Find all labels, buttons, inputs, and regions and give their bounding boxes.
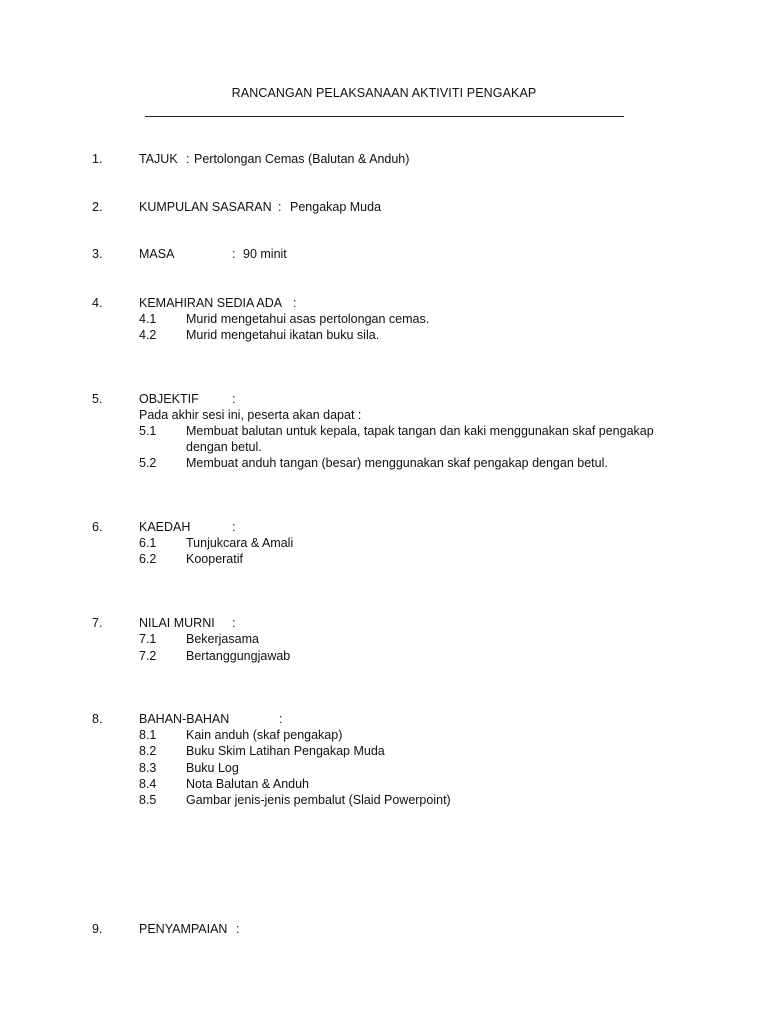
item-number: 3. bbox=[92, 247, 103, 261]
sub-item-text: Membuat anduh tangan (besar) menggunakan skaf pengakap dengan betul. bbox=[186, 456, 608, 470]
item-number: 7. bbox=[92, 616, 103, 630]
item-separator: : bbox=[232, 616, 236, 630]
sub-item-text: Buku Log bbox=[186, 761, 239, 775]
item-value-kumpulan-sasaran: Pengakap Muda bbox=[290, 200, 382, 214]
item-label-penyampaian: PENYAMPAIAN bbox=[139, 922, 228, 936]
item-number: 5. bbox=[92, 392, 103, 406]
objective-intro: Pada akhir sesi ini, peserta akan dapat : bbox=[139, 408, 362, 422]
item-label-kumpulan-sasaran: KUMPULAN SASARAN bbox=[139, 200, 272, 214]
sub-item-number: 7.1 bbox=[139, 632, 157, 646]
sub-item-number: 8.5 bbox=[139, 793, 157, 807]
item-label-masa: MASA bbox=[139, 247, 175, 261]
item-label-objektif: OBJEKTIF bbox=[139, 392, 199, 406]
item-value-masa: 90 minit bbox=[243, 247, 287, 261]
sub-item-text: Gambar jenis-jenis pembalut (Slaid Powerpoint) bbox=[186, 793, 451, 807]
sub-item-text: Murid mengetahui asas pertolongan cemas. bbox=[186, 312, 430, 326]
sub-item-number: 7.2 bbox=[139, 649, 157, 663]
sub-item-number: 4.1 bbox=[139, 312, 157, 326]
title-underline bbox=[145, 116, 624, 117]
item-number: 8. bbox=[92, 712, 103, 726]
item-label-bahan-bahan: BAHAN-BAHAN bbox=[139, 712, 230, 726]
item-separator: : bbox=[278, 200, 282, 214]
item-separator: : bbox=[186, 152, 190, 166]
item-separator: : bbox=[232, 247, 236, 261]
sub-item-number: 8.3 bbox=[139, 761, 157, 775]
sub-item-text: Buku Skim Latihan Pengakap Muda bbox=[186, 744, 385, 758]
sub-item-text: Bertanggungjawab bbox=[186, 649, 291, 663]
sub-item-text: Kain anduh (skaf pengakap) bbox=[186, 728, 343, 742]
item-number: 1. bbox=[92, 152, 103, 166]
item-number: 9. bbox=[92, 922, 103, 936]
item-separator: : bbox=[236, 922, 240, 936]
sub-item-text: Nota Balutan & Anduh bbox=[186, 777, 310, 791]
sub-item-number: 8.2 bbox=[139, 744, 157, 758]
sub-item-number: 4.2 bbox=[139, 328, 157, 342]
item-label-kaedah: KAEDAH bbox=[139, 520, 191, 534]
sub-item-text: Kooperatif bbox=[186, 552, 243, 566]
item-separator: : bbox=[232, 392, 236, 406]
sub-item-number: 8.4 bbox=[139, 777, 157, 791]
sub-item-text: Tunjukcara & Amali bbox=[186, 536, 294, 550]
sub-item-number: 6.2 bbox=[139, 552, 157, 566]
item-label-tajuk: TAJUK bbox=[139, 152, 178, 166]
item-label-kemahiran: KEMAHIRAN SEDIA ADA bbox=[139, 296, 283, 310]
item-number: 6. bbox=[92, 520, 103, 534]
sub-item-number: 8.1 bbox=[139, 728, 157, 742]
item-value-tajuk: Pertolongan Cemas (Balutan & Anduh) bbox=[194, 152, 410, 166]
item-separator: : bbox=[232, 520, 236, 534]
document-title: RANCANGAN PELAKSANAAN AKTIVITI PENGAKAP bbox=[231, 86, 537, 100]
item-number: 4. bbox=[92, 296, 103, 310]
sub-item-number: 5.2 bbox=[139, 456, 157, 470]
sub-item-text: Bekerjasama bbox=[186, 632, 259, 646]
sub-item-number: 6.1 bbox=[139, 536, 157, 550]
sub-item-text-continued: dengan betul. bbox=[186, 440, 262, 454]
sub-item-text: Membuat balutan untuk kepala, tapak tangan dan kaki menggunakan skaf pengakap bbox=[186, 424, 654, 438]
item-separator: : bbox=[279, 712, 283, 726]
sub-item-text: Murid mengetahui ikatan buku sila. bbox=[186, 328, 380, 342]
item-separator: : bbox=[293, 296, 297, 310]
sub-item-number: 5.1 bbox=[139, 424, 157, 438]
item-number: 2. bbox=[92, 200, 103, 214]
item-label-nilai-murni: NILAI MURNI bbox=[139, 616, 215, 630]
